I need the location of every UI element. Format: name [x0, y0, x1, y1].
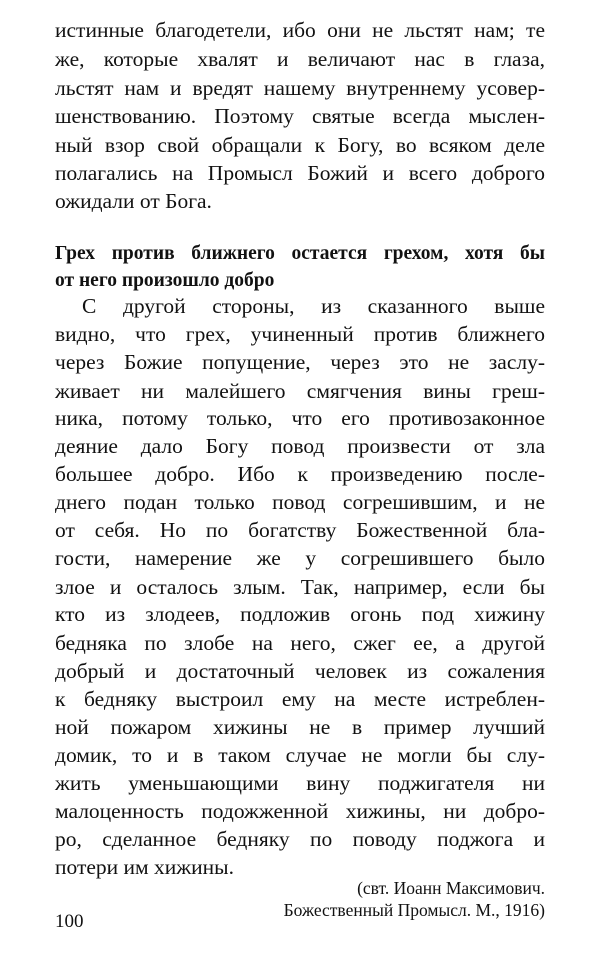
paragraph2-line: добрый и достаточный человек из сожаления [55, 659, 545, 683]
paragraph2-line: злое и осталось злым. Так, например, если бы [55, 575, 545, 599]
paragraph2-line: ро, сделанное бедняку по поводу поджога и [55, 827, 545, 851]
paragraph2-line: видно, что грех, учиненный против ближнего [55, 322, 545, 346]
paragraph2-line: потери им хижины. [55, 855, 234, 879]
paragraph2-line: к бедняку выстроил ему на месте истреблен- [55, 687, 545, 711]
paragraph1-line: же, которые хвалят и величают нас в глаза, [55, 47, 545, 71]
paragraph2-line: ной пожаром хижины не в пример лучший [55, 715, 545, 739]
paragraph1-line: полагались на Промысл Божий и всего доброго [55, 161, 545, 185]
paragraph2-line: ника, потому только, что его противозаконное [55, 406, 545, 430]
paragraph2-line: гости, намерение же у согрешившего было [55, 546, 545, 570]
paragraph1-line: шенствованию. Поэтому святые всегда мыслен- [55, 104, 545, 128]
paragraph2-line: большее добро. Ибо к произведению после- [55, 462, 545, 486]
paragraph2-line: жить уменьшающими вину поджигателя ни [55, 771, 545, 795]
paragraph2-line: кто из злодеев, подложив огонь под хижину [55, 602, 545, 626]
paragraph1-line: ожидали от Бога. [55, 189, 212, 213]
paragraph2-line: днего подан только повод согрешившим, и не [55, 490, 545, 514]
paragraph1-line: истинные благодетели, ибо они не льстят нам; те [55, 18, 545, 42]
paragraph2-line: малоценность подожженной хижины, ни добро- [55, 799, 545, 823]
paragraph1-line: льстят нам и вредят нашему внутреннему усовер- [55, 76, 545, 100]
page-number: 100 [55, 911, 84, 932]
paragraph1-line: ный взор свой обращали к Богу, во всяком деле [55, 133, 545, 157]
paragraph2-line: бедняка по злобе на него, сжег ее, а другой [55, 631, 545, 655]
paragraph2-line: живает ни малейшего смягчения вины греш- [55, 379, 545, 403]
paragraph2-line: от себя. Но по богатству Божественной бла- [55, 518, 545, 542]
section-heading-line: Грех против ближнего остается грехом, хотя бы [55, 243, 545, 264]
paragraph2-line: деяние дало Богу повод произвести от зла [55, 434, 545, 458]
section-heading-line: от него произошло добро [55, 270, 275, 291]
paragraph2-line: домик, то и в таком случае не могли бы слу- [55, 743, 545, 767]
source-citation-line1: (свт. Иоанн Максимович. [357, 878, 545, 898]
source-citation-line2: Божественный Промысл. М., 1916) [283, 900, 545, 920]
paragraph2-line: через Божие попущение, через это не заслу- [55, 350, 545, 374]
paragraph2-line: С другой стороны, из сказанного выше [82, 294, 545, 318]
